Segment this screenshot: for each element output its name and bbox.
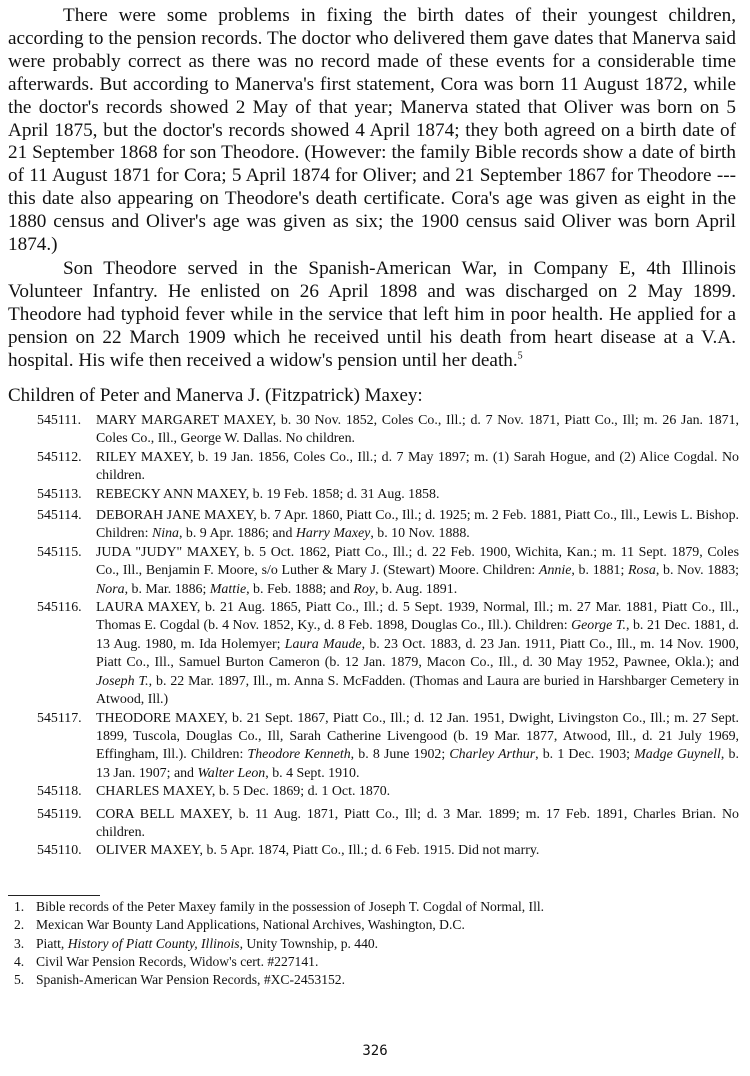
entry-text: JUDA "JUDY" MAXEY, b. 5 Oct. 1862, Piatt Co., Ill.; d. 22 Feb. 1900, Wichita, Kan.; m. 11 Sept. 1879, Coles Co., Ill., Benjamin F. Moore, s/o Luther & Mary J. (Stewart) Moore. Children:: [96, 544, 739, 579]
entry-number: 545112.: [37, 449, 82, 465]
entry-text: Piatt,: [36, 935, 68, 951]
child-entry: [37, 599, 739, 709]
entry-text: , b. 13 Jan. 1907; and: [96, 747, 739, 781]
child-entry: [37, 507, 739, 544]
entry-body: [96, 783, 739, 801]
entry-text: , b. 1 Dec. 1903;: [535, 747, 635, 763]
entry-text: DEBORAH JANE MAXEY, b. 7 Apr. 1860, Piatt Co., Ill.; d. 1925; m. 2 Feb. 1881, Piatt Co., Ill., Lewis L. Bishop. Children:: [96, 508, 739, 542]
entry-text: , Unity Township, p. 440.: [239, 935, 379, 951]
entry-text: Bible records of the Peter Maxey family in the possession of Joseph T. Cogdal of Normal, Ill.: [36, 899, 545, 914]
entry-body: [96, 486, 739, 504]
italic-name: Mattie: [209, 581, 247, 597]
entry-text: MARY MARGARET MAXEY, b. 30 Nov. 1852, Coles Co., Ill.; d. 7 Nov. 1871, Piatt Co., Ill; m. 26 Jan. 1871, Coles Co., Ill., George W. Dallas. No children.: [96, 413, 739, 447]
child-entry: [37, 544, 739, 599]
entry-text: Civil War Pension Records, Widow's cert. #227141.: [36, 953, 319, 969]
italic-name: Rosa: [628, 563, 656, 579]
footnote: [14, 898, 734, 916]
entry-text: , b. Feb. 1888; and: [246, 581, 354, 597]
footnote: [14, 916, 734, 934]
child-entry: [37, 842, 739, 860]
paragraph-text: There were some problems in fixing the birth dates of their youngest children, according to the pension records. The doctor who delivered them gave dates that Manerva said were probably correct as there was no record made of these events for a considerable time afterwards. But according to Manerva's first statement, Cora was born 11 August 1872, while the doctor's records showed 2 May of that year; Manerva stated that Oliver was born on 5 April 1875, but the doctor's records showed 4 April 1874; they both agreed on a birth date of 21 September 1868 for son Theodore. (However: the family Bible records show a date of birth of 11 August 1871 for Cora; 5 April 1874 for Oliver; and 21 September 1867 for Theodore --- this date also appearing on Theodore's death certificate. Cora's age was given as eight in the 1880 census and Oliver's age was given as six; the 1900 census said Oliver was born April 1874.): [8, 5, 736, 256]
entry-text: , b. Mar. 1886;: [124, 581, 210, 597]
entry-body: [96, 806, 739, 843]
entry-text: , b. 8 June 1902;: [350, 747, 450, 763]
italic-name: George T.: [571, 618, 626, 634]
italic-name: Laura Maude: [284, 636, 362, 652]
entry-body: [96, 544, 739, 599]
entry-body: [96, 449, 739, 486]
footnotes: [14, 898, 734, 989]
footnote-number: 3.: [14, 935, 25, 951]
entry-text: , b. Nov. 1883;: [655, 563, 740, 579]
body-paragraph: [8, 258, 736, 373]
entry-text: , b. 9 Apr. 1886; and: [178, 526, 296, 542]
footnote: [14, 971, 734, 989]
entry-text: Mexican War Bounty Land Applications, National Archives, Washington, D.C.: [36, 917, 465, 933]
entry-number: 545113.: [37, 486, 82, 502]
paragraph-text: Son Theodore served in the Spanish-American War, in Company E, 4th Illinois Volunteer Infantry. He enlisted on 26 April 1898 and was discharged on 2 May 1899. Theodore had typhoid fever while in the service that left him in poor health. He applied for a pension on 22 March 1909 which he received until his death from heart disease at a V.A. hospital. His wife then received a widow's pension until her death.: [8, 258, 736, 371]
entry-number: 545117.: [37, 710, 82, 726]
italic-name: Nora: [96, 581, 125, 597]
footnote-reference: 5: [517, 350, 523, 362]
entry-number: 545118.: [37, 784, 82, 800]
entry-body: [96, 599, 739, 709]
italic-name: Nina: [151, 526, 179, 542]
child-entry: [37, 806, 739, 843]
entry-number: 545110.: [37, 843, 82, 859]
italic-name: Joseph T.: [96, 673, 149, 689]
entry-text: , b. 21 Dec. 1881, d. 13 Aug. 1980, m. Ida Holemyer;: [96, 618, 739, 652]
entry-text: REBECKY ANN MAXEY, b. 19 Feb. 1858; d. 31 Aug. 1858.: [96, 486, 440, 502]
child-entry: [37, 710, 739, 784]
child-entry: [37, 412, 739, 449]
entry-text: , b. 4 Sept. 1910.: [265, 765, 360, 781]
entry-text: , b. 23 Oct. 1883, d. 23 Jan. 1911, Piatt Co., Ill., m. 14 Nov. 1900, Piatt Co., Ill., Samuel Burton Cameron (b. 12 Jan. 1879, Macon Co., Ill., d. 30 May 1952, Pawnee, Okla.); and: [96, 636, 739, 671]
children-heading: Children of Peter and Manerva J. (Fitzpatrick) Maxey:: [8, 385, 423, 406]
entry-number: 545114.: [37, 508, 82, 524]
footnote-text: [36, 935, 378, 953]
entry-number: 545116.: [37, 600, 82, 616]
italic-name: Walter Leon: [197, 765, 266, 781]
entry-body: [96, 710, 739, 784]
entry-text: RILEY MAXEY, b. 19 Jan. 1856, Coles Co., Ill.; d. 7 May 1897; m. (1) Sarah Hogue, and (2) Alice Cogdal. No children.: [96, 449, 739, 484]
footnote: [14, 953, 734, 971]
italic-name: Theodore Kenneth: [247, 747, 351, 763]
footnote-rule: [8, 895, 100, 896]
entry-text: Spanish-American War Pension Records, #XC-2453152.: [36, 972, 345, 988]
entry-text: CHARLES MAXEY, b. 5 Dec. 1869; d. 1 Oct. 1870.: [96, 784, 391, 800]
entry-text: OLIVER MAXEY, b. 5 Apr. 1874, Piatt Co., Ill.; d. 6 Feb. 1915. Did not marry.: [96, 843, 540, 859]
entry-text: , b. Aug. 1891.: [374, 581, 458, 597]
children-list: [37, 412, 739, 861]
footnote-number: 1.: [14, 899, 25, 914]
entry-text: THEODORE MAXEY, b. 21 Sept. 1867, Piatt Co., Ill.; d. 12 Jan. 1951, Dwight, Livingston Co., Ill.; m. 27 Sept. 1899, Tuscola, Douglas Co., Ill, Sarah Catherine Livengood (b. 19 Mar. 1877, Atwood, Ill., d. 21 July 1969, Effingham, Ill.). Children:: [96, 710, 739, 763]
entry-body: [96, 507, 739, 544]
footnote: [14, 935, 734, 953]
footnote-number: 5.: [14, 972, 25, 988]
entry-body: [96, 412, 739, 449]
entry-text: LAURA MAXEY, b. 21 Aug. 1865, Piatt Co., Ill.; d. 5 Sept. 1939, Normal, Ill.; m. 27 Mar. 1881, Piatt Co., Ill., Thomas E. Cogdal (b. 4 Nov. 1852, Ky., d. 8 Feb. 1898, Douglas Co., Ill.). Children:: [96, 600, 739, 634]
italic-name: Madge Guynell: [634, 747, 721, 763]
italic-name: Harry Maxey: [295, 526, 371, 542]
entry-number: 545119.: [37, 806, 82, 822]
entry-text: CORA BELL MAXEY, b. 11 Aug. 1871, Piatt Co., Ill; d. 3 Mar. 1899; m. 17 Feb. 1891, Charles Brian. No children.: [96, 806, 739, 840]
italic-name: History of Piatt County, Illinois: [67, 935, 240, 951]
entry-number: 545115.: [37, 544, 82, 560]
child-entry: [37, 486, 739, 504]
body-paragraph: [8, 5, 736, 257]
footnote-number: 2.: [14, 917, 25, 933]
footnote-text: [36, 953, 318, 971]
italic-name: Roy: [353, 581, 375, 597]
entry-body: [96, 842, 739, 860]
footnote-text: [36, 898, 544, 916]
footnote-text: [36, 971, 345, 989]
italic-name: Annie: [538, 563, 572, 579]
child-entry: [37, 783, 739, 801]
entry-text: , b. 10 Nov. 1888.: [370, 526, 470, 542]
entry-number: 545111.: [37, 413, 82, 428]
entry-text: , b. 1881;: [571, 563, 629, 579]
child-entry: [37, 449, 739, 486]
footnote-number: 4.: [14, 953, 25, 969]
page-number: 326: [362, 1043, 388, 1059]
footnote-text: [36, 916, 465, 934]
entry-text: , b. 22 Mar. 1897, Ill., m. Anna S. McFadden. (Thomas and Laura are buried in Harshbarger Cemetery in Atwood, Ill.): [96, 673, 739, 708]
italic-name: Charley Arthur: [449, 747, 536, 763]
